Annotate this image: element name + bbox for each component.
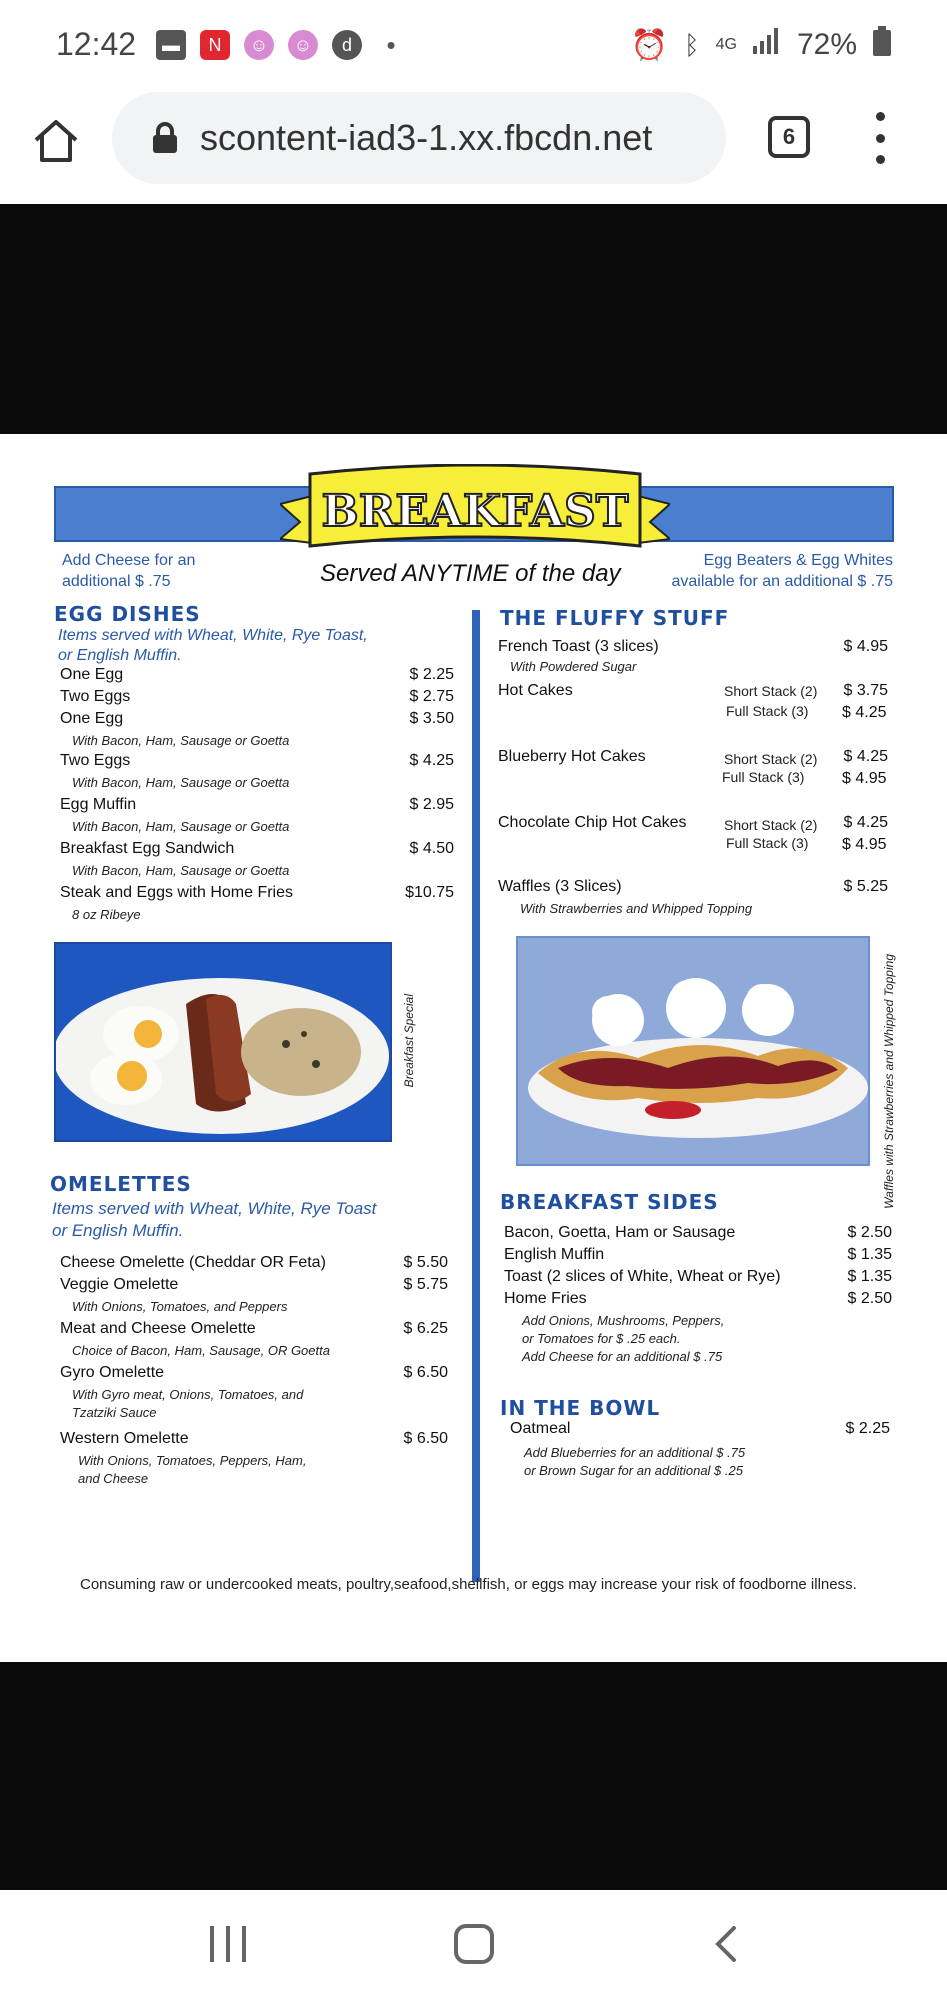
back-icon[interactable] (710, 1926, 746, 1962)
item-desc: With Onions, Tomatoes, Peppers, Ham, and Cheese (78, 1453, 307, 1486)
waffles-photo (516, 936, 870, 1166)
system-nav-bar (0, 1890, 947, 2000)
menu-item: Meat and Cheese Omelette $ 6.25 (60, 1320, 448, 1337)
menu-item: Breakfast Egg Sandwich $ 4.50 (60, 840, 454, 857)
menu-item: Oatmeal $ 2.25 (510, 1420, 890, 1437)
cheese-note: Add Cheese for an additional $ .75 (62, 552, 196, 590)
system-status (631, 26, 891, 64)
menu-item: Home Fries $ 2.50 (504, 1290, 892, 1307)
section-sub-omelettes: Items served with Wheat, White, Rye Toast or English Muffin. (52, 1199, 377, 1240)
section-title-sides: BREAKFAST SIDES (500, 1190, 719, 1214)
stack-price: $ 4.95 (842, 770, 887, 787)
menu-item: Egg Muffin $ 2.95 (60, 796, 454, 813)
photo-caption-right: Waffles with Strawberries and Whipped Topping (882, 954, 896, 1209)
section-sub-egg-dishes: Items served with Wheat, White, Rye Toast, or English Muffin. (58, 627, 368, 664)
breakfast-special-photo (54, 942, 392, 1142)
stack-size: Full Stack (3) (726, 835, 809, 851)
column-divider (472, 610, 480, 1582)
item-desc: With Powdered Sugar (510, 659, 637, 674)
chat-icon: ▬ (156, 30, 186, 60)
item-desc: With Onions, Tomatoes, and Peppers (72, 1299, 288, 1314)
signal-icon (753, 28, 781, 62)
item-desc: Choice of Bacon, Ham, Sausage, OR Goetta (72, 1343, 330, 1358)
browser-toolbar (0, 92, 947, 204)
game-icon: ☺ (244, 30, 274, 60)
tab-switcher-button[interactable]: 6 (768, 116, 810, 158)
menu-item: One Egg $ 3.50 (60, 710, 454, 727)
news-icon: N (200, 30, 230, 60)
alarm-icon: ⏰ (630, 28, 668, 62)
home-button-icon[interactable] (454, 1924, 494, 1964)
menu-item: Bacon, Goetta, Ham or Sausage $ 2.50 (504, 1224, 892, 1241)
dot-icon: • (386, 29, 396, 60)
item-desc: With Bacon, Ham, Sausage or Goetta (72, 733, 290, 748)
item-desc: With Bacon, Ham, Sausage or Goetta (72, 775, 290, 790)
status-bar (0, 0, 947, 92)
section-title-fluffy: THE FLUFFY STUFF (500, 606, 730, 630)
menu-item: French Toast (3 slices) $ 4.95 (498, 638, 888, 655)
breakfast-ribbon (280, 464, 670, 564)
url-text: scontent-iad3-1.xx.fbcdn.net (200, 117, 653, 158)
stack-size: Full Stack (3) (722, 769, 805, 785)
notification-icons (156, 30, 406, 60)
egg-whites-note: Egg Beaters & Egg Whites available for an additional $ .75 (671, 552, 893, 590)
menu-image (0, 434, 947, 1662)
menu-item: English Muffin $ 1.35 (504, 1246, 892, 1263)
stack-size: Short Stack (2) (724, 683, 818, 699)
item-desc: With Bacon, Ham, Sausage or Goetta (72, 863, 290, 878)
menu-item: Western Omelette $ 6.50 (60, 1430, 448, 1447)
status-time: 12:42 (56, 26, 137, 62)
game-icon: ☺ (288, 30, 318, 60)
sides-notes: Add Onions, Mushrooms, Peppers, or Tomatoes for $ .25 each. Add Cheese for an additional $ .75 (522, 1313, 725, 1364)
menu-item: Hot Cakes $ 3.75 (498, 682, 888, 699)
menu-item: Gyro Omelette $ 6.50 (60, 1364, 448, 1381)
battery-level: 72% (796, 28, 857, 61)
section-title-bowl: IN THE BOWL (500, 1396, 661, 1420)
image-letterbox-top (0, 204, 947, 434)
photo-caption-left: Breakfast Special (402, 994, 416, 1088)
menu-item: Chocolate Chip Hot Cakes $ 4.25 (498, 814, 888, 831)
image-letterbox-bottom (0, 1662, 947, 1890)
stack-size: Short Stack (2) (724, 751, 818, 767)
menu-item: Two Eggs $ 4.25 (60, 752, 454, 769)
address-bar[interactable] (112, 92, 726, 184)
bluetooth-icon: ᛒ (684, 29, 700, 60)
item-desc: With Bacon, Ham, Sausage or Goetta (72, 819, 290, 834)
stack-size: Full Stack (3) (726, 703, 809, 719)
menu-item: Waffles (3 Slices) $ 5.25 (498, 878, 888, 895)
menu-item: Steak and Eggs with Home Fries $10.75 (60, 884, 454, 901)
menu-item: Blueberry Hot Cakes $ 4.25 (498, 748, 888, 765)
section-title-omelettes: OMELETTES (50, 1172, 192, 1196)
data-icon: 4G (715, 36, 737, 53)
menu-item: Cheese Omelette (Cheddar OR Feta) $ 5.50 (60, 1254, 448, 1271)
bowl-notes: Add Blueberries for an additional $ .75 or Brown Sugar for an additional $ .25 (524, 1445, 746, 1478)
menu-item: Toast (2 slices of White, Wheat or Rye) $ 1.35 (504, 1268, 892, 1285)
lock-icon (152, 122, 178, 154)
stack-price: $ 4.95 (842, 836, 887, 853)
food-safety-disclaimer: Consuming raw or undercooked meats, poultry,seafood,shellfish, or eggs may increase your risk of foodborne illness. (80, 1576, 857, 1593)
banner-title: BREAKFAST (321, 486, 629, 537)
stack-price: $ 4.25 (842, 704, 887, 721)
menu-item: Two Eggs $ 2.75 (60, 688, 454, 705)
menu-item: One Egg $ 2.25 (60, 666, 454, 683)
app-icon: d (332, 30, 362, 60)
menu-item: Veggie Omelette $ 5.75 (60, 1276, 448, 1293)
item-desc: 8 oz Ribeye (72, 907, 141, 922)
item-desc: With Gyro meat, Onions, Tomatoes, and Tzatziki Sauce (72, 1387, 304, 1420)
home-icon[interactable] (30, 114, 82, 166)
item-desc: With Strawberries and Whipped Topping (520, 901, 753, 916)
stack-size: Short Stack (2) (724, 817, 818, 833)
section-title-egg-dishes: EGG DISHES (54, 602, 201, 626)
more-menu-icon[interactable] (872, 112, 888, 164)
menu-subtitle: Served ANYTIME of the day (320, 560, 621, 587)
battery-icon (873, 26, 891, 64)
recent-apps-icon[interactable] (210, 1926, 246, 1962)
